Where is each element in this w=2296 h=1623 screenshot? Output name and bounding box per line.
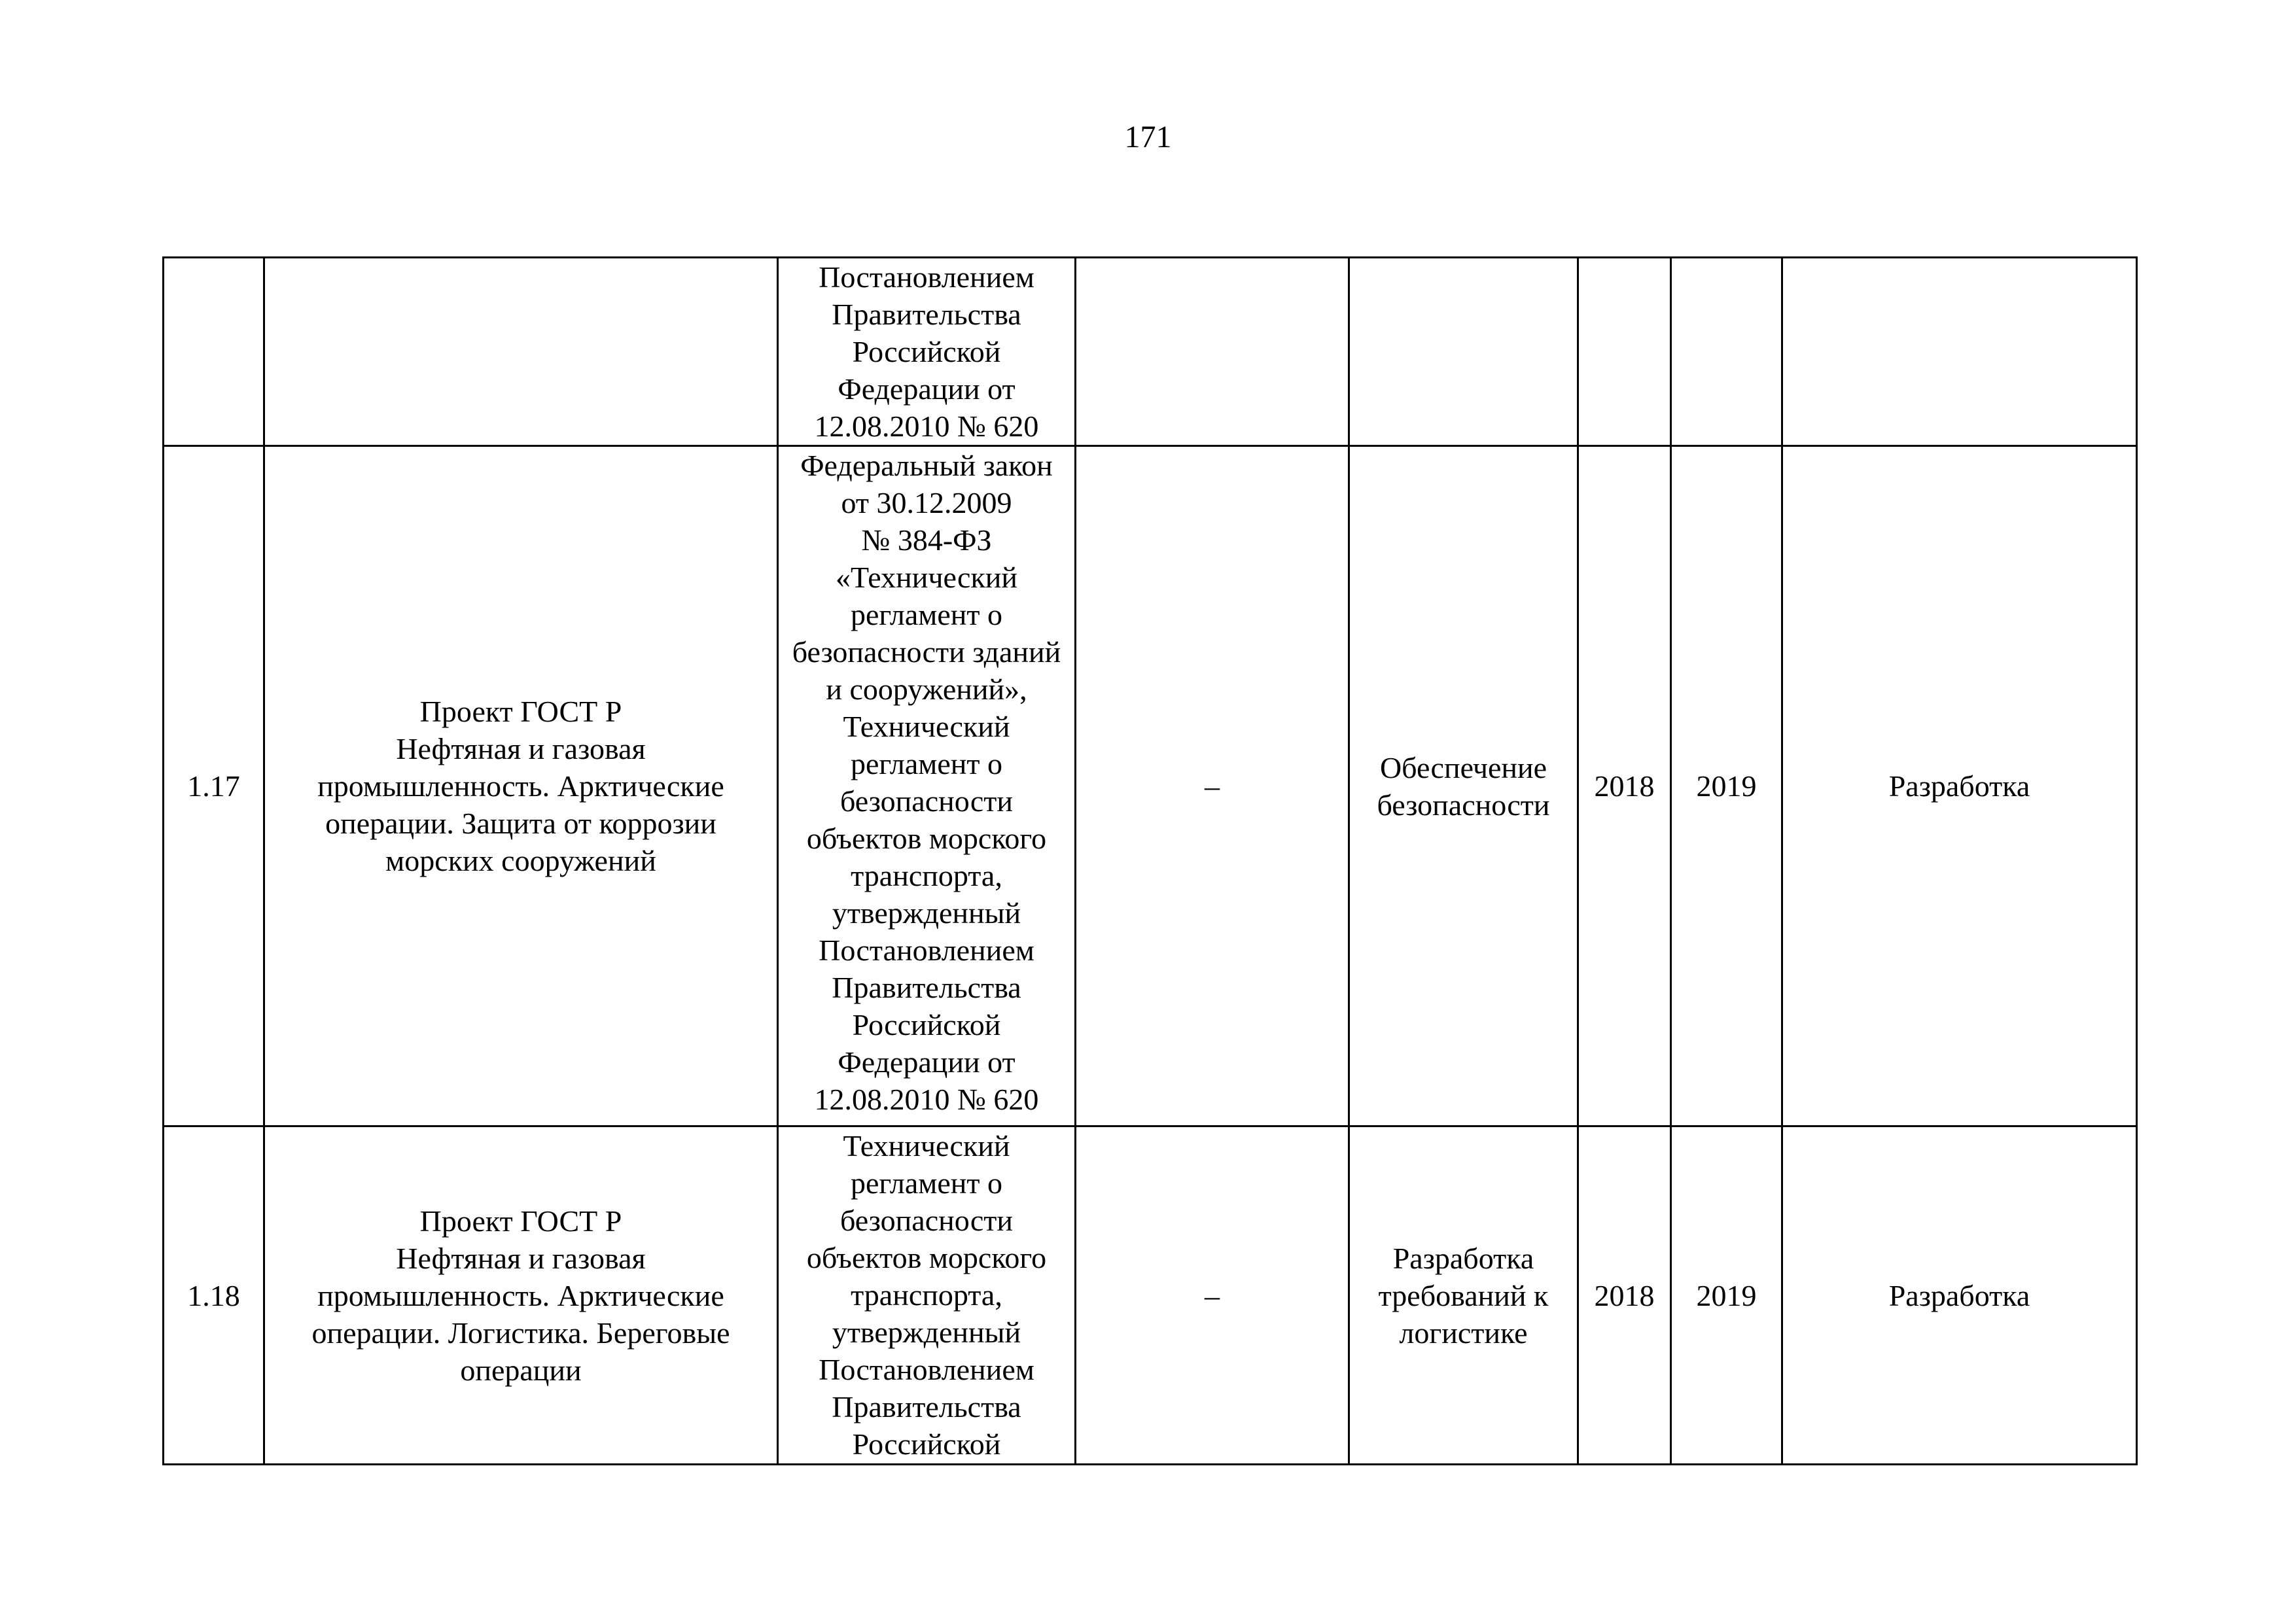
cell-work-type: Разработка (1782, 446, 2137, 1126)
cell-work-type (1782, 258, 2137, 446)
cell-column-4: – (1076, 446, 1349, 1126)
table-row (164, 258, 2137, 446)
standards-plan-table (162, 256, 2138, 1465)
cell-purpose: Обеспечение безопасности (1349, 446, 1578, 1126)
cell-purpose (1349, 258, 1578, 446)
cell-start-year: 2018 (1578, 446, 1671, 1126)
cell-column-4 (1076, 258, 1349, 446)
cell-number: 1.18 (164, 1126, 264, 1465)
cell-legal-basis: Федеральный закон от 30.12.2009 № 384-ФЗ «Технический регламент о безопасности зданий и сооружений», Технический регламент о безопасности объектов морского транспорта, утвержденный Постановлением Правительства Российской Федерации от 12.08.2010 № 620 (778, 446, 1076, 1126)
cell-column-4: – (1076, 1126, 1349, 1465)
cell-standard-name: Проект ГОСТ Р Нефтяная и газовая промышленность. Арктические операции. Логистика. Береговые операции (264, 1126, 778, 1465)
table-row (164, 1126, 2137, 1465)
cell-start-year: 2018 (1578, 1126, 1671, 1465)
cell-work-type: Разработка (1782, 1126, 2137, 1465)
cell-start-year (1578, 258, 1671, 446)
cell-standard-name (264, 258, 778, 446)
cell-number (164, 258, 264, 446)
cell-end-year (1671, 258, 1782, 446)
cell-end-year: 2019 (1671, 446, 1782, 1126)
cell-legal-basis: Технический регламент о безопасности объектов морского транспорта, утвержденный Постановлением Правительства Российской (778, 1126, 1076, 1465)
table-row (164, 446, 2137, 1126)
page-number: 171 (1124, 120, 1172, 154)
cell-purpose: Разработка требований к логистике (1349, 1126, 1578, 1465)
cell-end-year: 2019 (1671, 1126, 1782, 1465)
cell-standard-name: Проект ГОСТ Р Нефтяная и газовая промышленность. Арктические операции. Защита от коррозии морских сооружений (264, 446, 778, 1126)
cell-number: 1.17 (164, 446, 264, 1126)
cell-legal-basis: Постановлением Правительства Российской Федерации от 12.08.2010 № 620 (778, 258, 1076, 446)
